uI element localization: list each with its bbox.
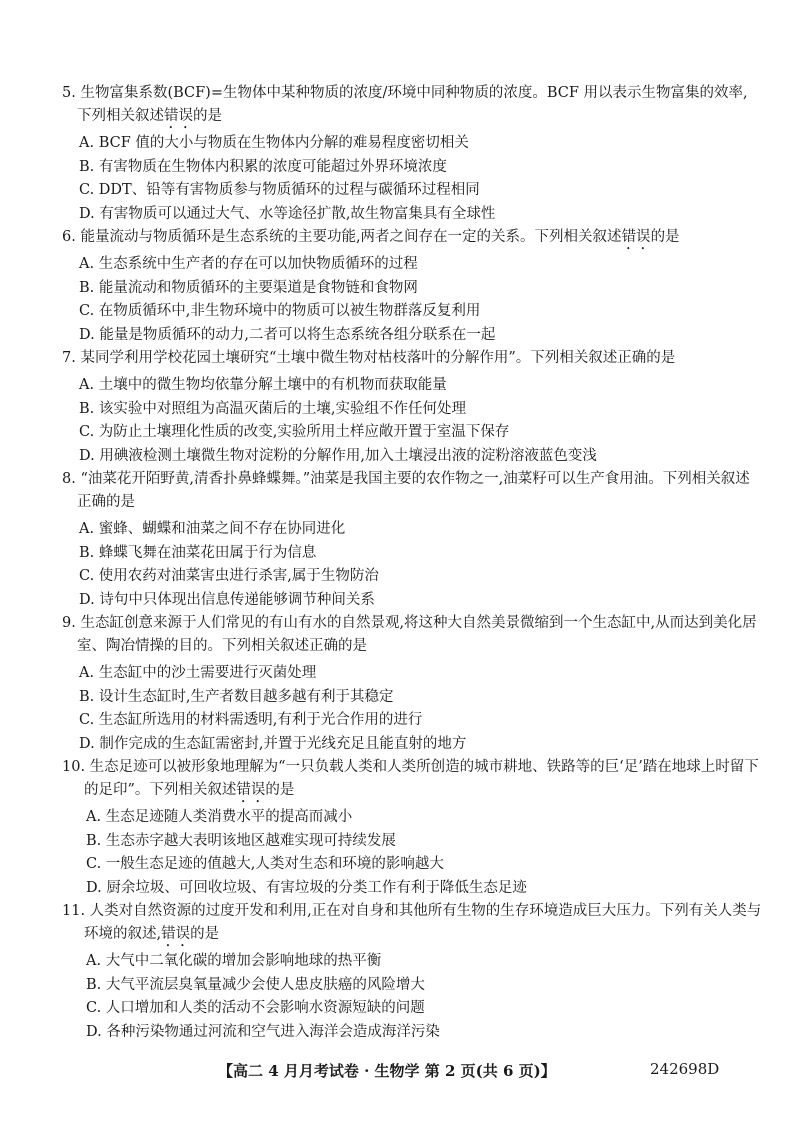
question-5 [62, 82, 762, 226]
options-list [62, 374, 762, 468]
options-list [62, 806, 762, 900]
options-list [62, 518, 762, 612]
question-11 [62, 900, 762, 1044]
emphasis-text: 错误 [621, 229, 651, 245]
options-list [62, 132, 762, 226]
option-b: B. 有害物质在生物体内积累的浓度可能超过外界环境浓度 [79, 158, 447, 175]
option-d: D. 能量是物质循环的动力,二者可以将生态系统各组分联系在一起 [79, 326, 496, 343]
question-stem: 7. 某同学利用学校花园土壤研究“土壤中微生物对枯枝落叶的分解作用”。下列相关叙述正确的是 [62, 350, 676, 366]
option-b: B. 蜂蝶飞舞在油菜花田属于行为信息 [79, 544, 317, 561]
option-a: A. 生态足迹随人类消费水平的提高而减小 [86, 809, 353, 825]
footer-title: 【高二 4 月月考试卷 · 生物学 第 2 页(共 6 页)】 [218, 1062, 556, 1080]
emphasis-text: 错误 [164, 108, 193, 124]
option-c: C. 在物质循环中,非生物环境中的物质可以被生物群落反复利用 [79, 303, 481, 319]
option-d: D. 各种污染物通过河流和空气进入海洋会造成海洋污染 [86, 1023, 440, 1040]
option-c: C. 为防止土壤理化性质的改变,实验所用土样应敞开置于室温下保存 [79, 424, 510, 440]
emphasis-text: 错误 [161, 926, 191, 942]
option-c: C. 一般生态足迹的值越大,人类对生态和环境的影响越大 [86, 856, 444, 872]
question-8 [62, 468, 762, 612]
question-7 [62, 347, 762, 468]
option-d: D. 厨余垃圾、可回收垃圾、有害垃圾的分类工作有利于降低生态足迹 [86, 879, 527, 896]
question-stem: 11. 人类对自然资源的过度开发和利用,正在对自身和其他所有生物的生存环境造成巨大压力。下列有关人类与环境的叙述,错误的是 [62, 903, 762, 942]
option-a: A. 生态系统中生产者的存在可以加快物质循环的过程 [79, 256, 418, 272]
option-b: B. 设计生态缸时,生产者数目越多越有利于其稳定 [79, 688, 394, 705]
option-a: A. 生态缸中的沙土需要进行灭菌处理 [79, 665, 317, 681]
option-c: C. 生态缸所选用的材料需透明,有利于光合作用的进行 [79, 712, 423, 728]
option-d: D. 有害物质可以通过大气、水等途径扩散,故生物富集具有全球性 [79, 205, 496, 222]
emphasis-text: 错误 [236, 782, 266, 798]
options-list [62, 253, 762, 347]
option-b: B. 能量流动和物质循环的主要渠道是食物链和食物网 [79, 279, 418, 296]
question-stem: 8. “油菜花开陌野黄,清香扑鼻蜂蝶舞。”油菜是我国主要的农作物之一,油菜籽可以生产食用油。下列相关叙述正确的是 [62, 471, 750, 510]
question-6 [62, 226, 762, 347]
option-a: A. 土壤中的微生物均依靠分解土壤中的有机物而获取能量 [79, 377, 447, 393]
question-stem: 9. 生态缸创意来源于人们常见的有山有水的自然景观,将这种大自然美景微缩到一个生态缸中,从而达到美化居室、陶冶情操的目的。下列相关叙述正确的是 [62, 615, 757, 654]
exam-page [62, 82, 762, 1044]
option-c: C. DDT、铅等有害物质参与物质循环的过程与碳循环过程相同 [79, 182, 480, 198]
question-stem: 6. 能量流动与物质循环是生态系统的主要功能,两者之间存在一定的关系。下列相关叙述错误的是 [62, 229, 680, 245]
option-b: B. 该实验中对照组为高温灭菌后的土壤,实验组不作任何处理 [79, 400, 466, 417]
option-a: A. BCF 值的大小与物质在生物体内分解的难易程度密切相关 [79, 135, 469, 151]
options-list [62, 662, 762, 756]
option-c: C. 使用农药对油菜害虫进行杀害,属于生物防治 [79, 568, 379, 584]
question-stem: 10. 生态足迹可以被形象地理解为“一只负载人类和人类所创造的城市耕地、铁路等的巨‘足’踏在地球上时留下的足印”。下列相关叙述错误的是 [62, 759, 759, 798]
option-d: D. 制作完成的生态缸需密封,并置于光线充足且能直射的地方 [79, 735, 467, 752]
question-stem: 5. 生物富集系数(BCF)=生物体中某种物质的浓度/环境中同种物质的浓度。BCF 用以表示生物富集的效率,下列相关叙述错误的是 [62, 85, 748, 124]
option-b: B. 生态赤字越大表明该地区越难实现可持续发展 [86, 832, 396, 849]
footer-code: 242698D [650, 1060, 720, 1078]
option-d: D. 诗句中只体现出信息传递能够调节种间关系 [79, 591, 375, 608]
option-a: A. 大气中二氧化碳的增加会影响地球的热平衡 [86, 953, 382, 969]
option-d: D. 用碘液检测土壤微生物对淀粉的分解作用,加入土壤浸出液的淀粉溶液蓝色变浅 [79, 447, 597, 464]
question-10 [62, 756, 762, 900]
question-9 [62, 612, 762, 756]
options-list [62, 950, 762, 1044]
option-a: A. 蜜蜂、蝴蝶和油菜之间不存在协同进化 [79, 521, 346, 537]
option-b: B. 大气平流层臭氧量减少会使人患皮肤癌的风险增大 [86, 976, 425, 993]
option-c: C. 人口增加和人类的活动不会影响水资源短缺的问题 [86, 1000, 425, 1016]
